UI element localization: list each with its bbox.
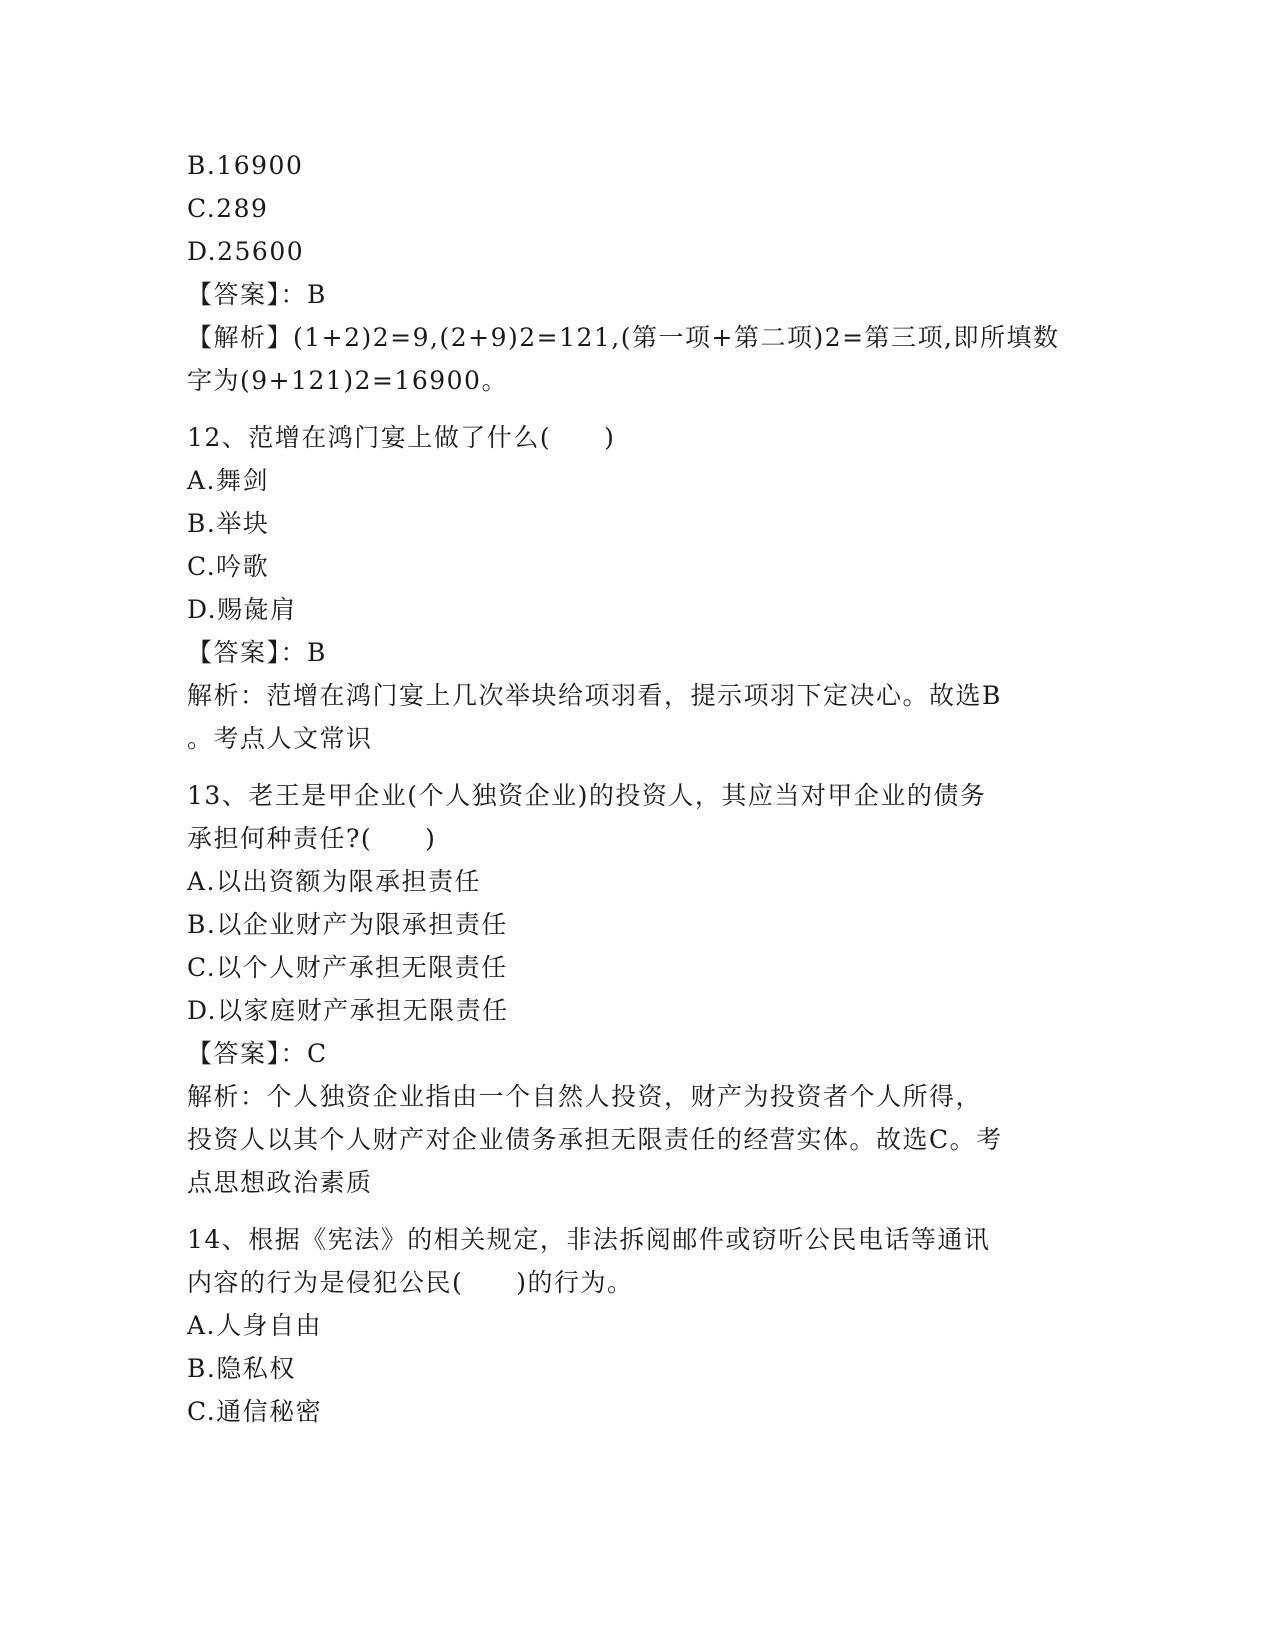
page-content <box>187 144 1067 1433</box>
option-b: B.举块 <box>187 509 270 538</box>
question-stem: 12、范增在鸿门宴上做了什么( ) <box>187 423 616 452</box>
analysis-line: 点思想政治素质 <box>187 1168 373 1197</box>
question-stem: 13、老王是甲企业(个人独资企业)的投资人，其应当对甲企业的债务 <box>187 781 987 810</box>
option-d: D.以家庭财产承担无限责任 <box>187 996 509 1025</box>
question-stem: 14、根据《宪法》的相关规定，非法拆阅邮件或窃听公民电话等通讯 <box>187 1225 991 1254</box>
analysis-line: 【解析】(1+2)2=9,(2+9)2=121,(第一项+第二项)2=第三项,即所填数 <box>187 323 1060 352</box>
question-11 <box>187 144 1067 402</box>
question-12 <box>187 416 1067 760</box>
option-c: C.吟歌 <box>187 552 270 581</box>
answer-line: 【答案】：B <box>187 638 327 667</box>
option-c: C.通信秘密 <box>187 1397 323 1426</box>
option-c: C.以个人财产承担无限责任 <box>187 953 508 982</box>
option-b: B.以企业财产为限承担责任 <box>187 910 508 939</box>
question-13 <box>187 774 1067 1204</box>
option-d: D.赐彘肩 <box>187 595 297 624</box>
option-a: A.人身自由 <box>187 1311 323 1340</box>
analysis-line: 字为(9+121)2=16900。 <box>187 366 508 395</box>
option-a: A.以出资额为限承担责任 <box>187 867 482 896</box>
answer-line: 【答案】：C <box>187 1039 328 1068</box>
answer-line: 【答案】：B <box>187 280 327 309</box>
option-b: B.隐私权 <box>187 1354 296 1383</box>
option-b: B.16900 <box>187 151 304 180</box>
analysis-line: 投资人以其个人财产对企业债务承担无限责任的经营实体。故选C。考 <box>187 1125 1003 1154</box>
option-c: C.289 <box>187 194 269 223</box>
analysis-line: 解析：个人独资企业指由一个自然人投资，财产为投资者个人所得， <box>187 1082 983 1111</box>
option-d: D.25600 <box>187 237 305 266</box>
question-stem: 承担何种责任?( ) <box>187 824 437 853</box>
question-14 <box>187 1218 1067 1433</box>
option-a: A.舞剑 <box>187 466 270 495</box>
question-stem: 内容的行为是侵犯公民( )的行为。 <box>187 1268 634 1297</box>
analysis-line: 解析：范增在鸿门宴上几次举块给项羽看，提示项羽下定决心。故选B <box>187 681 1002 710</box>
analysis-line: 。考点人文常识 <box>187 724 373 753</box>
